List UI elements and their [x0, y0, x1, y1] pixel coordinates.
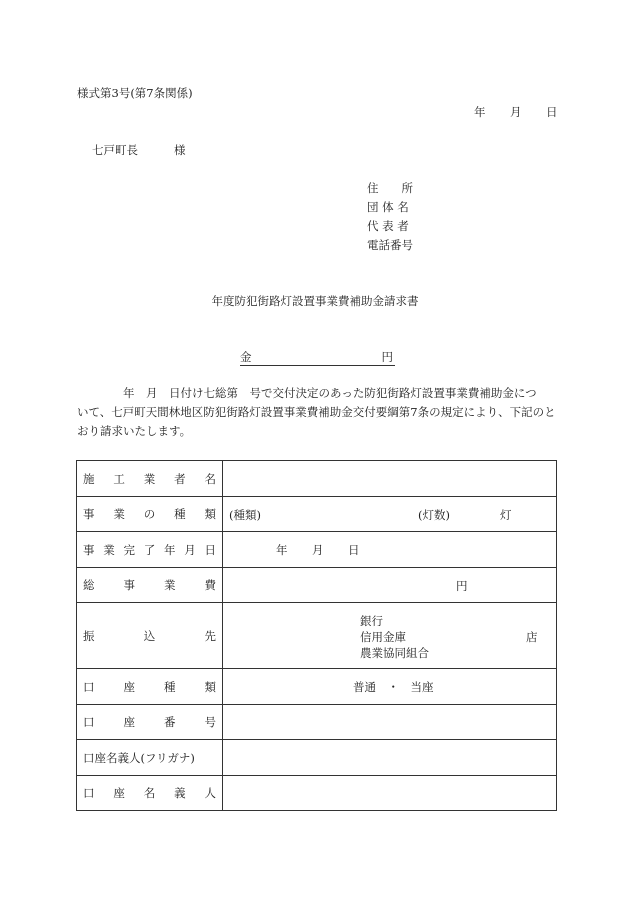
body-line-rest: いて、七戸町天間林地区防犯街路灯設置事業費補助金交付要綱第7条の規定により、下記のとおり請求いたします。 — [77, 405, 556, 438]
table-row — [77, 705, 557, 740]
total-label: 総 事 業 費 — [83, 578, 216, 592]
body-line-1: 年 月 日付け七総第 号で交付決定のあった防犯街路灯設置事業費補助金につ — [123, 386, 537, 400]
account-type-value[interactable] — [223, 669, 557, 705]
transfer-label: 振 込 先 — [83, 628, 216, 643]
applicant-phone-label: 電話番号 — [367, 238, 413, 252]
bank-type-list — [360, 613, 429, 661]
completion-year: 年 — [276, 543, 288, 557]
kind-label: 事 業 の 種 類 — [83, 507, 216, 521]
holder-label: 口 座 名 義 人 — [83, 786, 216, 800]
addressee-honorific: 様 — [174, 143, 186, 157]
addressee-name: 七戸町長 — [92, 143, 138, 157]
table-row — [77, 669, 557, 705]
kind-value[interactable] — [223, 497, 557, 532]
account-type-label: 口 座 種 類 — [83, 679, 216, 694]
branch-suffix: 店 — [526, 630, 538, 644]
detail-table — [76, 460, 557, 811]
account-type-options: 普通 ・ 当座 — [353, 680, 434, 694]
completion-month: 月 — [312, 543, 324, 557]
form-number: 様式第3号(第7条関係) — [77, 86, 193, 100]
transfer-value[interactable] — [223, 603, 557, 669]
contractor-value[interactable] — [223, 461, 557, 497]
amount-label: 金 — [240, 350, 252, 364]
applicant-representative-label: 代 表 者 — [367, 219, 409, 233]
completion-day: 日 — [348, 543, 360, 557]
holder-kana-label: 口座名義人(フリガナ) — [83, 750, 195, 765]
addressee — [92, 142, 186, 158]
applicant-organization-label: 団 体 名 — [367, 200, 409, 214]
applicant-block — [367, 179, 413, 255]
table-row — [77, 497, 557, 532]
table-row — [77, 776, 557, 811]
kind-type: (種類) — [229, 508, 261, 522]
kind-count: (灯数) — [418, 508, 450, 522]
table-row — [77, 532, 557, 568]
account-number-value[interactable] — [223, 705, 557, 740]
account-number-label: 口 座 番 号 — [83, 715, 216, 729]
bank-type-bank: 銀行 — [360, 614, 383, 628]
date-year: 年 — [474, 105, 486, 119]
amount-unit: 円 — [381, 350, 393, 364]
bank-type-ja: 農業協同組合 — [360, 646, 429, 660]
amount-line — [240, 349, 395, 366]
date-day: 日 — [546, 105, 558, 119]
table-row — [77, 461, 557, 497]
completion-label: 事 業 完 了 年 月 日 — [83, 542, 216, 557]
table-row — [77, 568, 557, 603]
bank-type-shinkin: 信用金庫 — [360, 630, 406, 644]
total-unit: 円 — [456, 579, 468, 593]
kind-unit: 灯 — [500, 508, 512, 522]
document-title: 年度防犯街路灯設置事業費補助金請求書 — [211, 294, 419, 308]
date-month: 月 — [510, 105, 522, 119]
table-row — [77, 603, 557, 669]
contractor-label: 施 工 業 者 名 — [83, 471, 216, 486]
holder-kana-value[interactable] — [223, 740, 557, 776]
applicant-address-label: 住 所 — [367, 181, 413, 195]
total-value[interactable] — [223, 568, 557, 603]
table-row — [77, 740, 557, 776]
completion-value[interactable] — [223, 532, 557, 568]
request-body — [77, 384, 559, 441]
holder-value[interactable] — [223, 776, 557, 811]
